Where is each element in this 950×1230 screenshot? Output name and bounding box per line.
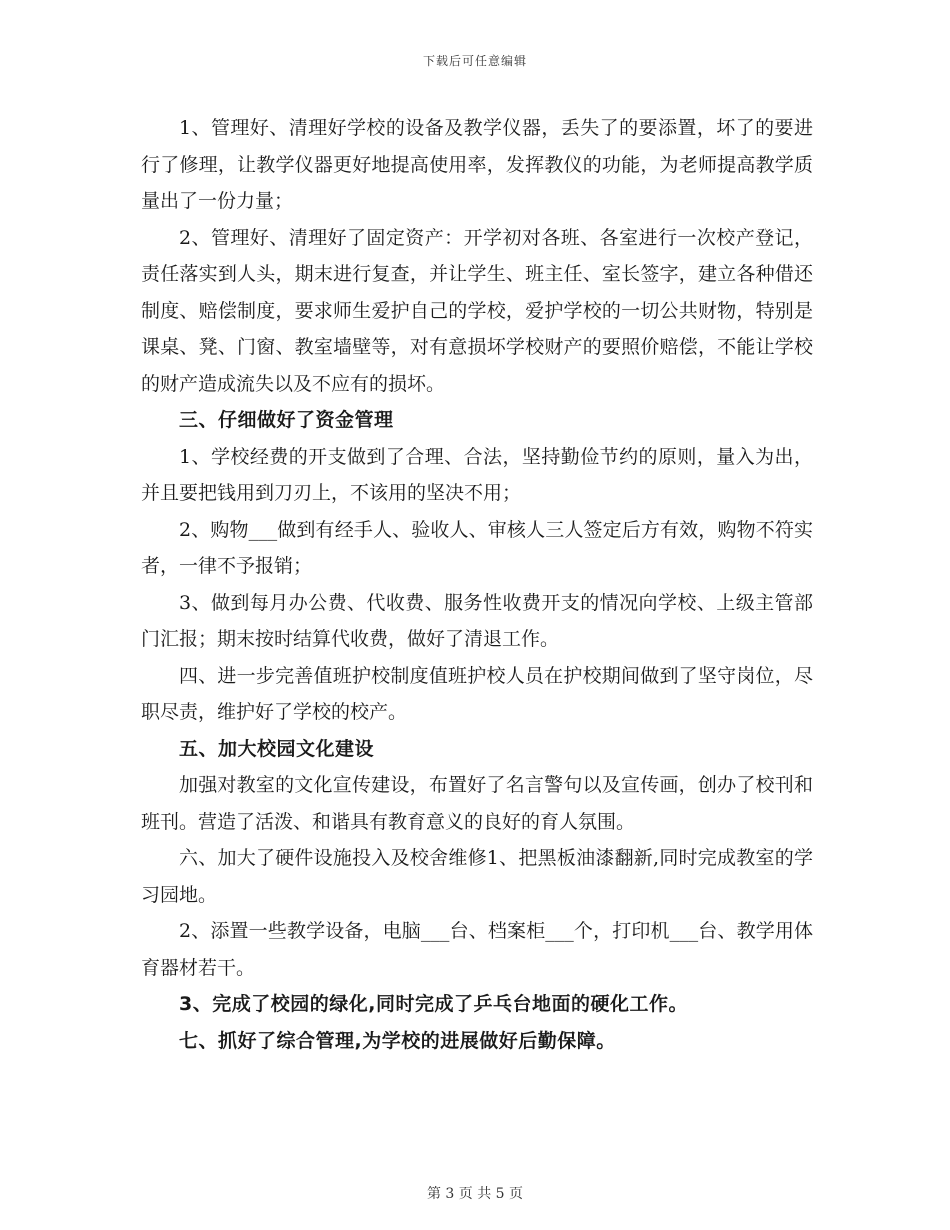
section-heading-8: 五、加大校园文化建设 (179, 737, 375, 760)
paragraph-7: 四、进一步完善值班护校制度值班护校人员在护校期间做到了坚守岗位，尽职尽责，维护好了学校的校产。 (141, 664, 813, 723)
page-header: 下载后可任意编辑 (422, 54, 527, 68)
paragraph-1: 1、管理好、清理好学校的设备及教学仪器，丢失了的要添置，坏了的要进行了修理，让教学仪器更好地提高使用率，发挥教仪的功能，为老师提高教学质量出了一份力量； (141, 117, 813, 212)
paragraph-4: 1、学校经费的开支做到了合理、合法，坚持勤俭节约的原则，量入为出，并且要把钱用到刀刃上，不该用的坚决不用； (141, 445, 813, 504)
section-heading-13: 七、抓好了综合管理,为学校的进展做好后勤保障。 (179, 1029, 616, 1052)
paragraph-6: 3、做到每月办公费、代收费、服务性收费开支的情况向学校、上级主管部门汇报；期末按时结算代收费，做好了清退工作。 (141, 591, 813, 650)
section-heading-3: 三、仔细做好了资金管理 (179, 409, 394, 431)
paragraph-2: 2、管理好、清理好了固定资产：开学初对各班、各室进行一次校产登记，责任落实到人头，期末进行复查，并让学生、班主任、室长签字，建立各种借还制度、赔偿制度，要求师生爱护自己的学校，爱护学校的一切公共财物，特别是课桌、凳、门窗、教室墙壁等，对有意损坏学校财产的要照价赔偿，不能让学校的财产造成流失以及不应有的损坏。 (141, 226, 813, 395)
paragraph-5: 2、购物___做到有经手人、验收人、审核人三人签定后方有效，购物不符实者，一律不予报销； (141, 518, 813, 577)
page-footer: 第 3 页 共 5 页 (426, 1186, 524, 1202)
paragraph-11: 2、添置一些教学设备，电脑___台、档案柜___个，打印机___台、教学用体育器材若干。 (141, 920, 813, 979)
paragraph-10: 六、加大了硬件设施投入及校舍维修1、把黑板油漆翻新,同时完成教室的学习园地。 (141, 847, 813, 906)
paragraph-9: 加强对教室的文化宣传建设，布置好了名言警句以及宣传画，创办了校刊和班刊。营造了活泼、和谐具有教育意义的良好的育人氛围。 (141, 774, 813, 833)
document-body (141, 110, 813, 1059)
section-heading-12: 3、完成了校园的绿化,同时完成了乒乓台地面的硬化工作。 (179, 993, 688, 1015)
